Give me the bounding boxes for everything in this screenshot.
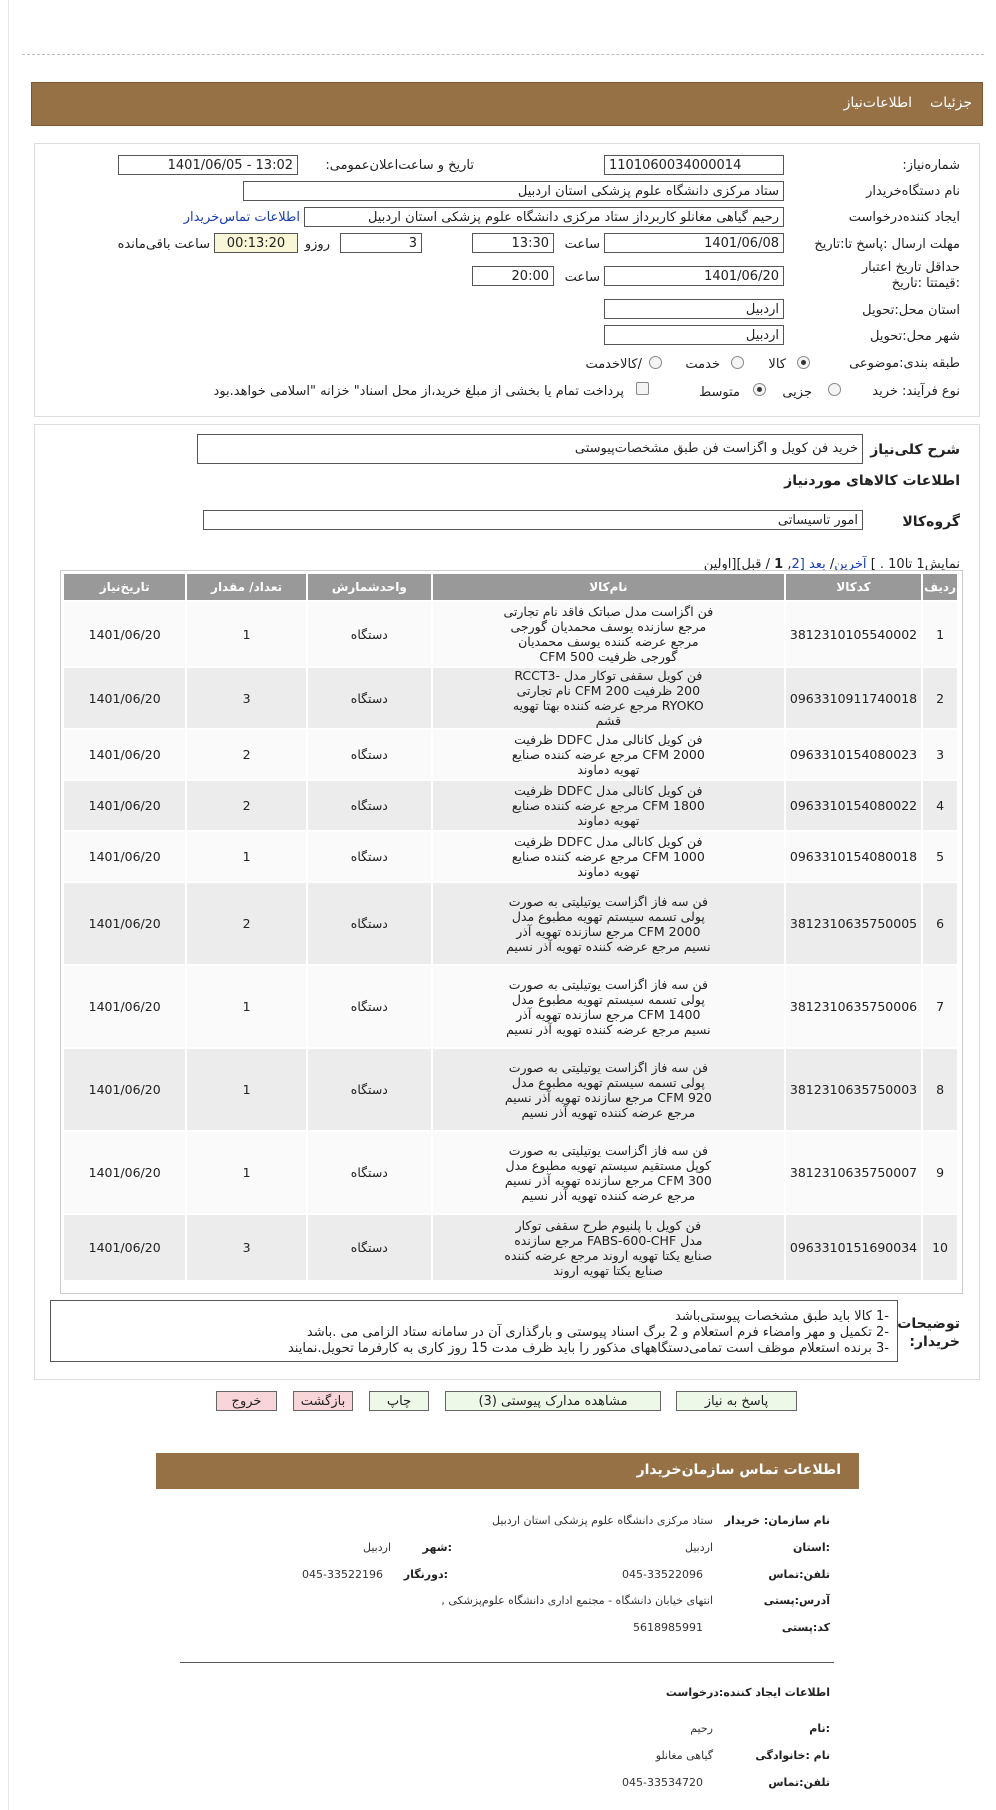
item-qty: 2 [187,730,306,779]
col-date-header: تاریخ‌نیاز [64,574,185,600]
row-number: 3 [923,730,957,779]
postal-code-label: کد:پستی [781,1621,830,1634]
table-row [64,730,957,779]
item-qty: 1 [187,1049,306,1130]
pagination: نمایش1 تا10 . ] آخرین/ بعد [2, 1 / قبل][اولین [703,557,960,572]
table-row [64,602,957,666]
item-qty: 3 [187,1215,306,1280]
item-unit: دستگاه [308,832,431,881]
item-name: فن کویل کانالی مدل DDFC ظرفیت 1800 CFM مرجع عرضه کننده صنایع تهویه دماوند [433,781,784,830]
table-row [64,966,957,1047]
creator-family-value: گیاهی مغانلو [655,1749,713,1762]
item-code: 0963310154080023 [786,730,921,779]
category-service-label: خدمت [685,357,720,372]
item-date: 1401/06/20 [64,1215,185,1280]
creator-label: ایجاد کننده‌درخواست [848,210,960,225]
item-date: 1401/06/20 [64,832,185,881]
pager-next-link[interactable]: بعد [808,557,826,572]
category-label: طبقه بندی:موضوعی [849,356,960,371]
category-goods-service-radio[interactable] [649,356,662,369]
item-name: فن سه فاز اگزاست یوتیلیتی به صورت کوپل مستقیم سیستم تهویه مطبوع مدل 300 CFM مرجع سازنده تهویه آذر نسیم مرجع عرضه کننده تهویه آذر نسیم [433,1132,784,1213]
goods-group-field: امور تاسیساتی [203,510,863,530]
item-unit: دستگاه [308,602,431,666]
process-medium-label: متوسط [699,385,740,400]
validity-date-field: 1401/06/20 [604,266,784,286]
table-header-row [64,574,957,600]
process-label: نوع فرآیند: خرید [872,384,960,399]
item-name: فن کویل با پلنیوم طرح سقفی توکار مدل FABS-600-CHF مرجع سازنده صنایع یکتا تهویه اروند مرجع عرضه کننده صنایع یکتا تهویه اروند [433,1215,784,1280]
buyer-label: نام دستگاه‌خریدار [866,184,960,199]
buyer-notes-label: توضیحات خریدار: [897,1316,960,1350]
item-unit: دستگاه [308,966,431,1047]
item-date: 1401/06/20 [64,602,185,666]
need-number-field: 1101060034000014 [604,155,784,175]
province-contact-label: :استان [793,1541,830,1554]
item-name: فن سه فاز اگزاست یوتیلیتی به صورت پولی تسمه سیستم تهویه مطبوع مدل 2000 CFM مرجع سازنده تهویه آذر نسیم مرجع عرضه کننده تهویه آذر نسیم [433,883,784,964]
item-date: 1401/06/20 [64,1132,185,1213]
description-field: خرید فن کویل و اگزاست فن طبق مشخصات‌پیوستی [197,434,863,464]
deadline-time-label: ساعت [564,237,600,252]
col-row-header: ردیف [923,574,957,600]
item-name: فن اگزاست مدل صباتک فاقد نام تجارتی مرجع سازنده یوسف محمدیان گورجی مرجع عرضه کننده یوسف محمدیان گورجی ظرفیت 500 CFM [433,602,784,666]
contact-divider [180,1662,834,1663]
fax-label: :دورنگار [403,1568,448,1581]
category-goods-service-label: /کالاخدمت [585,357,642,372]
table-row [64,1049,957,1130]
buyer-field: ستاد مرکزی دانشگاه علوم پزشکی استان اردبیل [243,181,784,201]
print-button[interactable]: چاپ [369,1391,429,1411]
creator-phone-value: 045-33534720 [622,1776,703,1789]
item-code: 0963310154080022 [786,781,921,830]
buyer-contact-link[interactable]: اطلاعات تماس‌خریدار [183,210,300,225]
item-unit: دستگاه [308,730,431,779]
goods-info-title: اطلاعات کالاهای موردنیاز [784,473,960,489]
item-name: فن کویل سقفی توکار مدل RCCT3-200 ظرفیت 200 CFM نام تجارتی RYOKO مرجع عرضه کننده بهتا تهویه قشم [433,668,784,728]
item-qty: 2 [187,883,306,964]
item-name: فن سه فاز اگزاست یوتیلیتی به صورت پولی تسمه سیستم تهویه مطبوع مدل 1400 CFM مرجع سازنده تهویه آذر نسیم مرجع عرضه کننده تهویه آذر نسیم [433,966,784,1047]
table-row [64,781,957,830]
item-unit: دستگاه [308,781,431,830]
fax-value: 045-33522196 [302,1568,383,1581]
item-qty: 2 [187,781,306,830]
process-partial-label: جزیی [782,385,812,400]
row-number: 1 [923,602,957,666]
org-name-value: ستاد مرکزی دانشگاه علوم پزشکی استان اردبیل [492,1514,713,1527]
validity-time-field: 20:00 [472,266,554,286]
city-contact-value: اردبیل [363,1541,391,1554]
remaining-label: ساعت باقی‌مانده [117,237,210,252]
item-unit: دستگاه [308,883,431,964]
row-number: 2 [923,668,957,728]
attachments-button[interactable]: مشاهده مدارک پیوستی (3) [445,1391,661,1411]
col-qty-header: تعداد/ مقدار [187,574,306,600]
province-contact-value: اردبیل [685,1541,713,1554]
goods-group-label: گروه‌کالا [902,514,960,530]
creator-phone-label: تلفن:تماس [768,1776,830,1789]
province-field: اردبیل [604,299,784,319]
item-name: فن سه فاز اگزاست یوتیلیتی به صورت پولی تسمه سیستم تهویه مطبوع مدل 920 CFM مرجع سازنده تهویه آذر نسیم مرجع عرضه کننده تهویه آذر نسیم [433,1049,784,1130]
creator-info-title: اطلاعات ایجاد کننده:درخواست [665,1686,830,1699]
phone-label: تلفن:تماس [768,1568,830,1581]
buyer-note-2: -2 تکمیل و مهر وامضاء فرم استعلام و 2 برگ اسناد پیوستی و بارگذاری آن در سامانه ستاد الزامی می .باشد [306,1325,889,1340]
creator-family-label: نام :خانوادگی [755,1749,830,1762]
buyer-notes-box [50,1300,898,1362]
row-number: 5 [923,832,957,881]
phone-value: 045-33522096 [622,1568,703,1581]
item-unit: دستگاه [308,1132,431,1213]
province-label: استان محل:تحویل [862,303,960,318]
pager-page-2[interactable]: [2 [791,557,805,572]
item-date: 1401/06/20 [64,883,185,964]
pager-prefix: نمایش1 تا10 . ] [870,557,960,572]
tab-details[interactable]: جزئیات [930,95,972,111]
creator-field: رحیم گیاهی مغانلو کاربرداز ستاد مرکزی دانشگاه علوم پزشکی استان اردبیل [304,207,784,227]
city-contact-label: :شهر [422,1541,452,1554]
remaining-time-field: 00:13:20 [214,233,298,253]
creator-name-value: رحیم [690,1722,713,1735]
process-medium-radio[interactable] [753,383,766,396]
item-unit: دستگاه [308,1215,431,1280]
item-qty: 3 [187,668,306,728]
org-name-label: نام سازمان: خریدار [724,1514,830,1527]
goods-table [62,572,959,1282]
item-date: 1401/06/20 [64,966,185,1047]
process-partial-radio[interactable] [828,383,841,396]
back-button[interactable]: بازگشت [293,1391,353,1411]
table-row [64,832,957,881]
item-code: 3812310105540002 [786,602,921,666]
pager-page-2-label: 2 [791,557,800,572]
item-name: فن کویل کانالی مدل DDFC ظرفیت 2000 CFM مرجع عرضه کننده صنایع تهویه دماوند [433,730,784,779]
row-number: 4 [923,781,957,830]
announce-label: تاریخ و ساعت‌اعلان‌عمومی: [325,158,474,173]
contact-title: اطلاعات تماس سازمان‌خریدار [636,1462,841,1478]
city-field: اردبیل [604,325,784,345]
row-number: 6 [923,883,957,964]
row-number: 8 [923,1049,957,1130]
reply-button[interactable]: پاسخ به نیاز [676,1391,797,1411]
deadline-date-field: 1401/06/08 [604,233,784,253]
item-date: 1401/06/20 [64,781,185,830]
announce-field: 1401/06/05 - 13:02 [118,155,298,175]
item-name: فن کویل کانالی مدل DDFC ظرفیت 1000 CFM مرجع عرضه کننده صنایع تهویه دماوند [433,832,784,881]
description-label: شرح کلی‌نیاز [870,442,960,458]
deadline-time-field: 13:30 [472,233,554,253]
address-label: آدرس:پستی [763,1594,830,1607]
table-row [64,668,957,728]
table-row [64,1132,957,1213]
top-divider [22,54,984,55]
item-code: 0963310151690034 [786,1215,921,1280]
row-number: 10 [923,1215,957,1280]
item-qty: 1 [187,832,306,881]
item-code: 3812310635750007 [786,1132,921,1213]
category-goods-label: کالا [768,357,786,372]
pager-page-1: 1 [774,557,784,572]
days-label: روزو [304,237,330,252]
item-unit: دستگاه [308,1049,431,1130]
col-code-header: کدکالا [786,574,921,600]
days-field: 3 [340,233,422,253]
postal-code-value: 5618985991 [633,1621,703,1634]
category-goods-radio[interactable] [797,356,810,369]
address-value: انتهای خیابان دانشگاه - مجتمع اداری دانشگاه علوم‌پزشکی , [441,1594,713,1607]
item-code: 0963310154080018 [786,832,921,881]
item-code: 3812310635750005 [786,883,921,964]
contact-header-bar [156,1453,859,1489]
item-date: 1401/06/20 [64,668,185,728]
item-code: 3812310635750003 [786,1049,921,1130]
item-code: 0963310911740018 [786,668,921,728]
row-number: 9 [923,1132,957,1213]
col-name-header: نام‌کالا [433,574,784,600]
row-number: 7 [923,966,957,1047]
item-code: 3812310635750006 [786,966,921,1047]
validity-time-label: ساعت [564,270,600,285]
pager-last-link[interactable]: آخرین [834,557,867,572]
item-date: 1401/06/20 [64,730,185,779]
table-row [64,1215,957,1280]
exit-button[interactable]: خروج [216,1391,277,1411]
validity-label: حداقل تاریخ اعتبار :قیمتتا :تاریخ [861,260,960,291]
treasury-payment-label: پرداخت تمام یا بخشی از مبلغ خرید،از محل اسناد" خزانه "اسلامی خواهد.بود [213,384,624,399]
pager-suffix: / قبل][اولین [703,557,771,572]
col-unit-header: واحدشمارش [308,574,431,600]
item-unit: دستگاه [308,668,431,728]
tab-need-info[interactable]: اطلاعات‌نیاز [843,95,912,111]
treasury-payment-checkbox[interactable] [636,382,649,395]
item-qty: 1 [187,602,306,666]
header-bar [31,82,983,126]
page-left-border [8,0,9,1810]
creator-name-label: :نام [809,1722,830,1735]
item-qty: 1 [187,966,306,1047]
need-number-label: شماره‌نیاز: [902,158,960,173]
item-qty: 1 [187,1132,306,1213]
buyer-note-3: -3 برنده استعلام موظف است تمامی‌دستگاههای مذکور را باید ظرف مدت 15 روز کاری به کارفرما تحویل.نمایند [287,1341,889,1356]
category-service-radio[interactable] [731,356,744,369]
city-label: شهر محل:تحویل [870,329,960,344]
table-row [64,883,957,964]
buyer-note-1: -1 کالا باید طبق مشخصات پیوستی‌باشد [675,1309,889,1324]
item-date: 1401/06/20 [64,1049,185,1130]
deadline-label: مهلت ارسال :پاسخ تا:تاریخ [814,237,960,252]
